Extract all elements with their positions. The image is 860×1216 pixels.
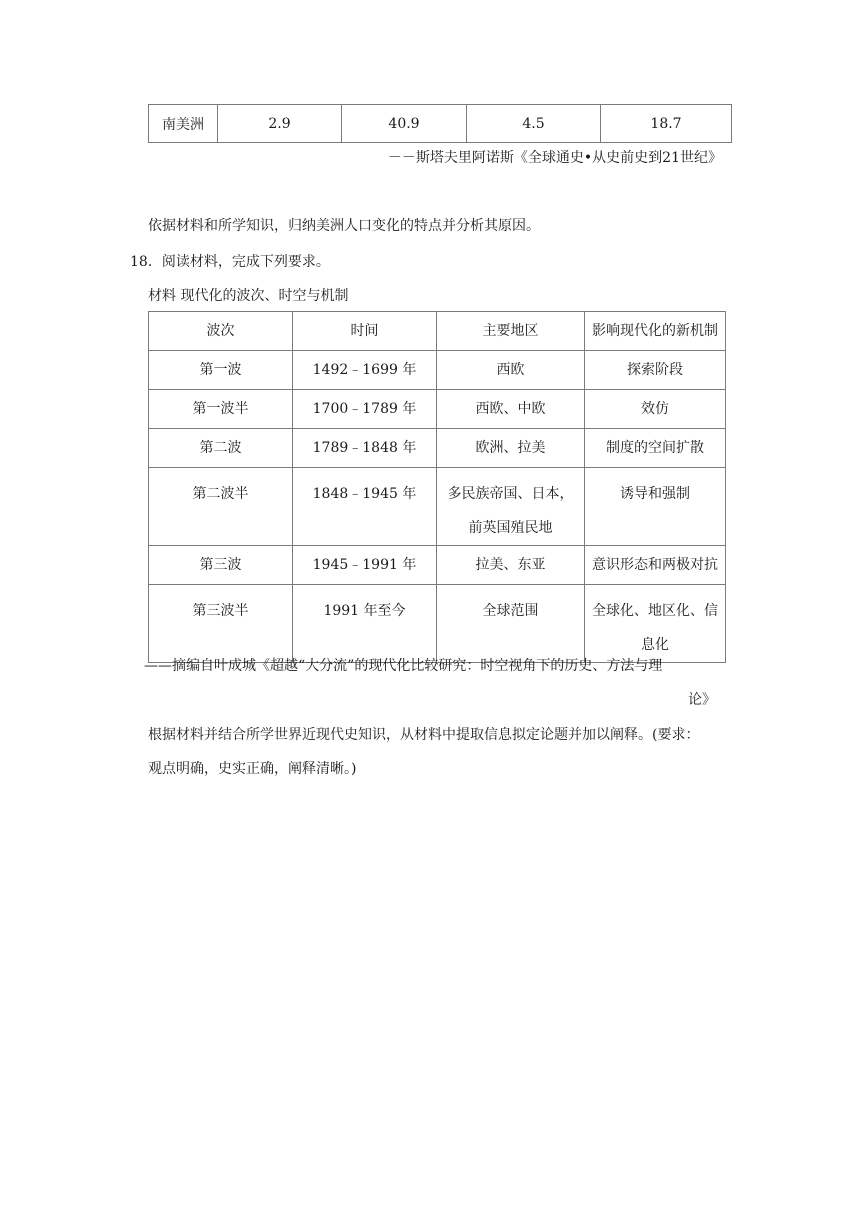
table-row bbox=[149, 585, 726, 663]
table-cell: 2.9 bbox=[218, 105, 342, 143]
table-cell: 探索阶段 bbox=[585, 351, 726, 390]
question-18-heading bbox=[130, 252, 330, 272]
table-cell: 40.9 bbox=[342, 105, 467, 143]
cell-text: 全球范围 bbox=[482, 603, 539, 619]
table-cell bbox=[293, 585, 437, 663]
cell-text: 第二波半 bbox=[192, 486, 249, 502]
header-cell: 影响现代化的新机制 bbox=[585, 312, 726, 351]
q17-prompt: 依据材料和所学知识，归纳美洲人口变化的特点并分析其原因。 bbox=[148, 218, 540, 234]
cell-text-line2: 前英国殖民地 bbox=[468, 520, 553, 536]
table-cell: 第一波 bbox=[149, 351, 293, 390]
table-cell: 西欧、中欧 bbox=[437, 390, 585, 429]
table-cell: 西欧 bbox=[437, 351, 585, 390]
table-cell: 1789﹣1848 年 bbox=[293, 429, 437, 468]
header-cell: 波次 bbox=[149, 312, 293, 351]
table-cell bbox=[437, 468, 585, 546]
table-cell bbox=[437, 585, 585, 663]
header-cell: 时间 bbox=[293, 312, 437, 351]
table-row bbox=[149, 351, 726, 390]
source-citation: －－斯塔夫里阿诺斯《全球通史•从史前史到21世纪》 bbox=[387, 150, 722, 166]
source-citation-line1: ——摘编自叶成城《超越“大分流”的现代化比较研究：时空视角下的历史、方法与理 bbox=[144, 658, 663, 674]
table-cell: 第三波 bbox=[149, 546, 293, 585]
header-cell: 主要地区 bbox=[437, 312, 585, 351]
table-row bbox=[149, 390, 726, 429]
material-label: 材料 现代化的波次、时空与机制 bbox=[148, 288, 349, 304]
cell-text: 全球化、地区化、信 bbox=[592, 603, 718, 619]
table-header-row bbox=[149, 312, 726, 351]
cell-text: 第三波半 bbox=[192, 603, 249, 619]
table-cell: 1492﹣1699 年 bbox=[293, 351, 437, 390]
table-cell: 第一波半 bbox=[149, 390, 293, 429]
source-citation-line2: 论》 bbox=[688, 692, 716, 708]
q18-prompt-line2: 观点明确，史实正确，阐释清晰。) bbox=[148, 761, 357, 777]
table-cell bbox=[585, 468, 726, 546]
cell-text: 多民族帝国、日本， bbox=[447, 486, 574, 502]
table-cell bbox=[149, 585, 293, 663]
table-cell: 效仿 bbox=[585, 390, 726, 429]
question-title: 阅读材料，完成下列要求。 bbox=[161, 254, 330, 270]
table-cell bbox=[585, 585, 726, 663]
population-table-fragment bbox=[148, 104, 732, 143]
table-cell: 制度的空间扩散 bbox=[585, 429, 726, 468]
table-cell: 1945﹣1991 年 bbox=[293, 546, 437, 585]
modernization-waves-table bbox=[148, 311, 726, 663]
cell-text-line2: 息化 bbox=[641, 637, 669, 653]
cell-text: 1848﹣1945 年 bbox=[312, 486, 417, 502]
cell-text: 诱导和强制 bbox=[620, 486, 690, 502]
question-number: 18． bbox=[130, 254, 162, 270]
table-cell: 拉美、东亚 bbox=[437, 546, 585, 585]
q18-prompt-line1: 根据材料并结合所学世界近现代史知识，从材料中提取信息拟定论题并加以阐释。(要求： bbox=[148, 727, 700, 743]
table-cell bbox=[293, 468, 437, 546]
table-cell: 18.7 bbox=[601, 105, 732, 143]
table-row bbox=[149, 105, 732, 143]
table-cell bbox=[149, 468, 293, 546]
table-row bbox=[149, 546, 726, 585]
table-cell: 4.5 bbox=[467, 105, 601, 143]
table-cell: 南美洲 bbox=[149, 105, 218, 143]
table-row bbox=[149, 468, 726, 546]
table-cell: 意识形态和两极对抗 bbox=[585, 546, 726, 585]
table-cell: 第二波 bbox=[149, 429, 293, 468]
table-cell: 欧洲、拉美 bbox=[437, 429, 585, 468]
table-row bbox=[149, 429, 726, 468]
cell-text: 1991 年至今 bbox=[323, 603, 406, 619]
table-cell: 1700﹣1789 年 bbox=[293, 390, 437, 429]
